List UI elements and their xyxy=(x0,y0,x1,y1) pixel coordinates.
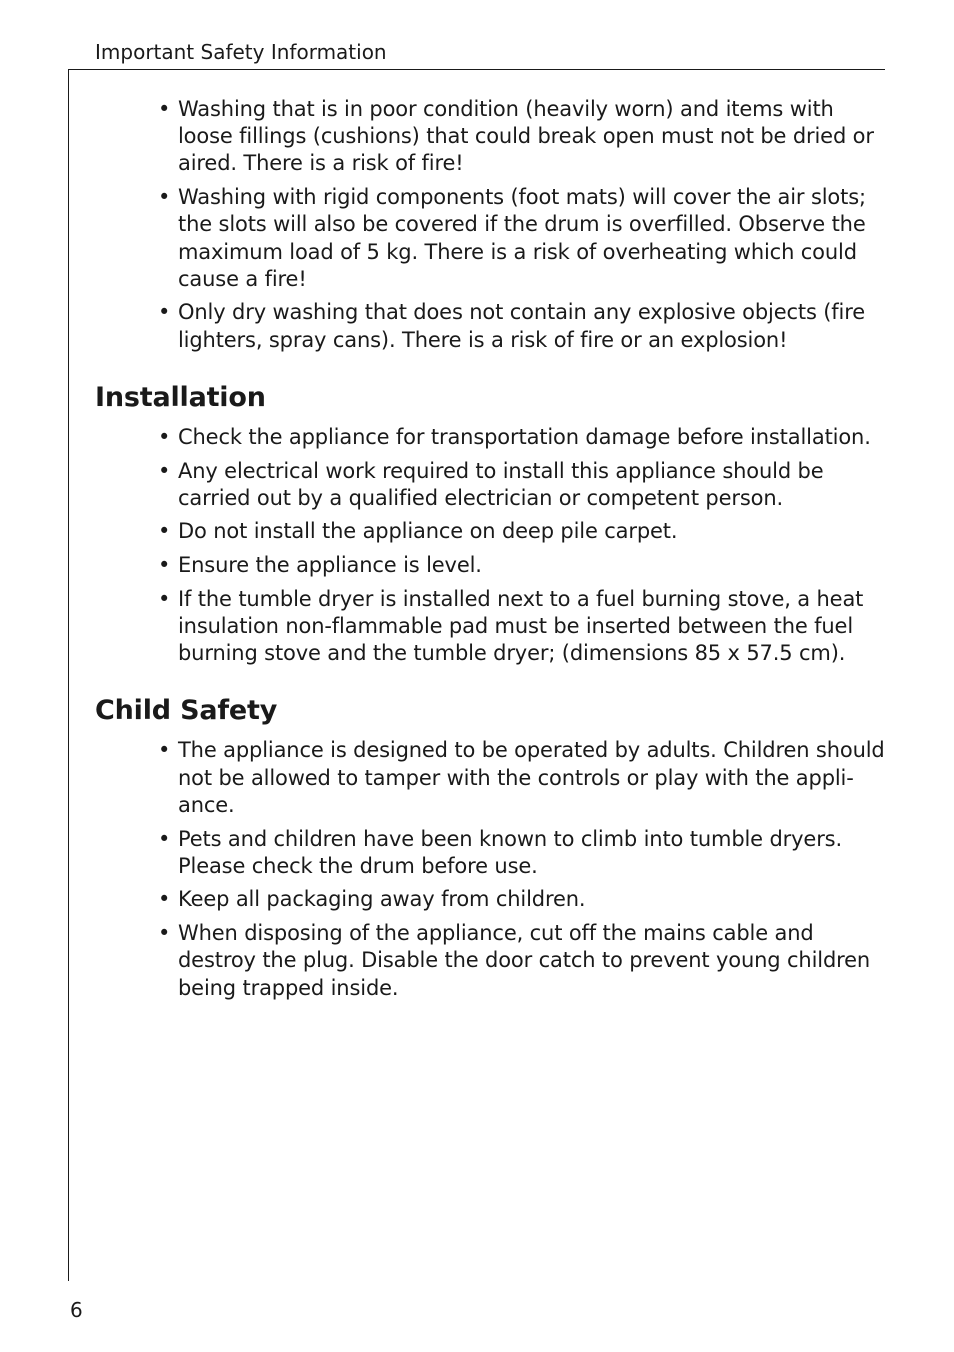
child-safety-heading: Child Safety xyxy=(95,695,278,727)
running-header: Important Safety Information xyxy=(95,40,387,64)
list-item: • Do not install the appliance on deep pile carpet. xyxy=(178,518,885,545)
list-item: • Washing with rigid components (foot mats) will cover the air slots; the slots will also be covered if the drum is overfilled. Observe the maximum load of 5 kg. There is a risk of overheating which could cause a fire! xyxy=(178,184,885,293)
list-item: • If the tumble dryer is installed next to a fuel burning stove, a heat insulation non-flammable pad must be inserted between the fuel burning stove and the tumble dryer; (dimensions 85 x 57.5 cm). xyxy=(178,586,885,668)
page-number: 6 xyxy=(70,1298,83,1322)
installation-bullet-list xyxy=(95,424,885,668)
list-item: • Pets and children have been known to climb into tumble dryers. Please check the drum before use. xyxy=(178,826,885,880)
list-item: • When disposing of the appliance, cut off the mains cable and destroy the plug. Disable the door catch to prevent young children being trapped inside. xyxy=(178,920,885,1002)
intro-bullet-list xyxy=(95,96,885,354)
list-item: • Washing that is in poor condition (heavily worn) and items with loose fillings (cushions) that could break open must not be dried or aired. There is a risk of fire! xyxy=(178,96,885,178)
list-item: • Any electrical work required to install this appliance should be carried out by a qualified electrician or competent person. xyxy=(178,458,885,512)
margin-rule xyxy=(68,69,69,1281)
list-item: • Only dry washing that does not contain any explosive objects (fire lighters, spray cans). There is a risk of fire or an explosion! xyxy=(178,299,885,353)
child-safety-bullet-list xyxy=(95,737,885,1001)
list-item: • Keep all packaging away from children. xyxy=(178,886,885,913)
installation-heading: Installation xyxy=(95,381,266,413)
list-item: • Check the appliance for transportation damage before installation. xyxy=(178,424,885,451)
list-item: • Ensure the appliance is level. xyxy=(178,552,885,579)
header-rule xyxy=(68,69,885,70)
list-item: • The appliance is designed to be operated by adults. Children should not be allowed to tamper with the controls or play with the appli-ance. xyxy=(178,737,885,819)
page-content xyxy=(95,96,885,1008)
